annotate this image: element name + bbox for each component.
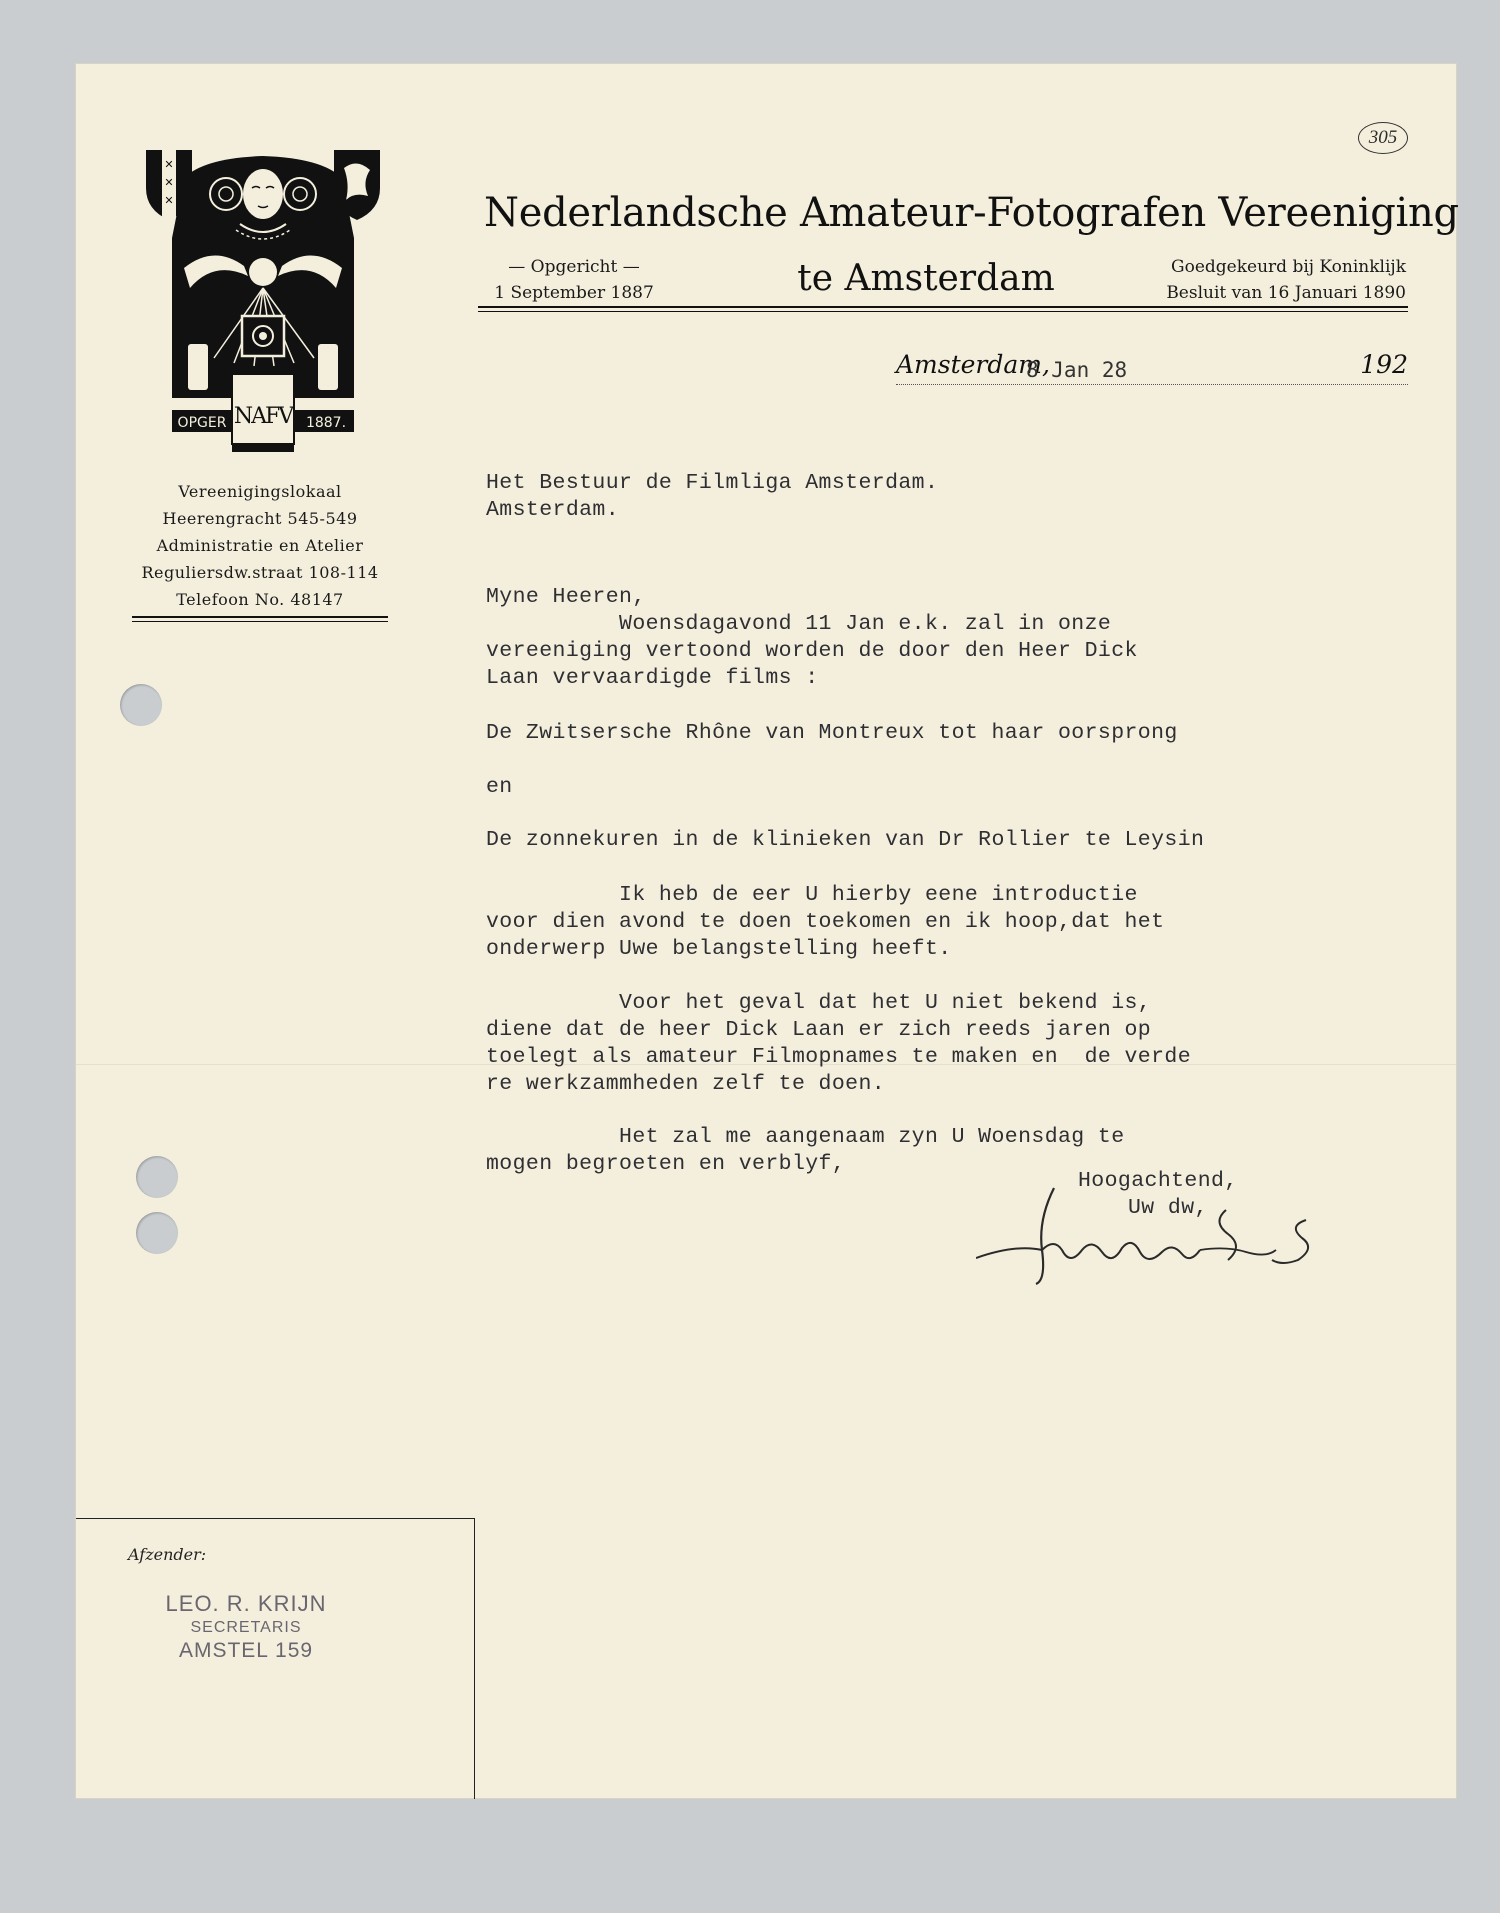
punch-hole bbox=[136, 1156, 178, 1198]
date-line bbox=[896, 350, 1408, 385]
punch-hole bbox=[136, 1212, 178, 1254]
founded-date: 1 September 1887 bbox=[494, 283, 654, 303]
salutation: Myne Heeren, bbox=[486, 585, 646, 609]
divider bbox=[132, 621, 388, 622]
punch-hole bbox=[120, 684, 162, 726]
logo-founded-year: 1887. bbox=[305, 415, 347, 431]
body-line: Ik heb de eer U hierby eene introductie bbox=[486, 883, 1138, 907]
sender-label: Afzender: bbox=[128, 1545, 207, 1564]
recipient-line: Amsterdam. bbox=[486, 498, 620, 522]
date-year-prefix: 192 bbox=[1360, 350, 1408, 379]
body-line: Woensdagavond 11 Jan e.k. zal in onze bbox=[486, 612, 1112, 636]
address-line: Vereenigingslokaal bbox=[178, 482, 342, 501]
address-line: Administratie en Atelier bbox=[156, 536, 364, 555]
handwritten-signature bbox=[976, 1180, 1396, 1290]
address-line: Telefoon No. 48147 bbox=[176, 590, 344, 609]
body-line: Voor het geval dat het U niet bekend is, bbox=[486, 991, 1152, 1015]
body-line: re werkzammheden zelf te doen. bbox=[486, 1072, 886, 1096]
body-line: Laan vervaardigde films : bbox=[486, 666, 819, 690]
archive-number: 305 bbox=[1358, 122, 1408, 154]
film-title: De zonnekuren in de klinieken van Dr Rollier te Leysin bbox=[486, 828, 1205, 852]
svg-text:✕: ✕ bbox=[164, 158, 174, 171]
recipient-line: Het Bestuur de Filmliga Amsterdam. bbox=[486, 471, 939, 495]
body-line: Het zal me aangenaam zyn U Woensdag te bbox=[486, 1125, 1125, 1149]
closing-line: Uw dw, bbox=[1128, 1196, 1208, 1220]
date-place: Amsterdam, bbox=[896, 350, 1050, 379]
connector: en bbox=[486, 775, 513, 799]
body-line: onderwerp Uwe belangstelling heeft. bbox=[486, 937, 952, 961]
body-line: toelegt als amateur Filmopnames te maken en de verde bbox=[486, 1045, 1192, 1069]
logo-monogram: NAFV bbox=[233, 404, 293, 429]
letterhead-title: Nederlandsche Amateur-Fotografen Vereeniging bbox=[484, 190, 1459, 236]
body-line: mogen begroeten en verblyf, bbox=[486, 1152, 846, 1176]
body-line: vereeniging vertoond worden de door den Heer Dick bbox=[486, 639, 1138, 663]
svg-text:✕: ✕ bbox=[164, 176, 174, 189]
sender-stamp bbox=[146, 1591, 346, 1663]
body-line: diene dat de heer Dick Laan er zich reeds jaren op bbox=[486, 1018, 1152, 1042]
address-line: Reguliersdw.straat 108-114 bbox=[141, 563, 379, 582]
date-typed: 8 Jan 28 bbox=[1026, 358, 1128, 382]
approval-line: Goedgekeurd bij Koninklijk bbox=[1171, 257, 1406, 277]
approval-note bbox=[1136, 254, 1406, 306]
closing-line: Hoogachtend, bbox=[1078, 1169, 1238, 1193]
divider bbox=[478, 311, 1408, 312]
woman-with-camera-emblem-icon bbox=[144, 148, 382, 454]
address-line: Heerengracht 545-549 bbox=[162, 509, 358, 528]
stamp-line: AMSTEL 159 bbox=[178, 1639, 314, 1662]
sender-box bbox=[76, 1518, 475, 1799]
approval-line: Besluit van 16 Januari 1890 bbox=[1166, 283, 1406, 303]
stamp-line: SECRETARIS bbox=[190, 1619, 302, 1636]
letter-sheet bbox=[76, 64, 1459, 1798]
logo-founded-label: OPGER bbox=[177, 415, 227, 431]
divider bbox=[478, 306, 1408, 308]
film-title: De Zwitsersche Rhône van Montreux tot haar oorsprong bbox=[486, 721, 1178, 745]
organisation-address bbox=[126, 478, 394, 613]
letterhead-subtitle: te Amsterdam bbox=[797, 258, 1055, 299]
svg-text:✕: ✕ bbox=[164, 194, 174, 207]
divider bbox=[132, 616, 388, 618]
founded-label: — Opgericht — bbox=[508, 257, 640, 277]
body-line: voor dien avond te doen toekomen en ik hoop,dat het bbox=[486, 910, 1165, 934]
stamp-line: LEO. R. KRIJN bbox=[165, 1591, 327, 1616]
founded-note bbox=[484, 254, 664, 306]
